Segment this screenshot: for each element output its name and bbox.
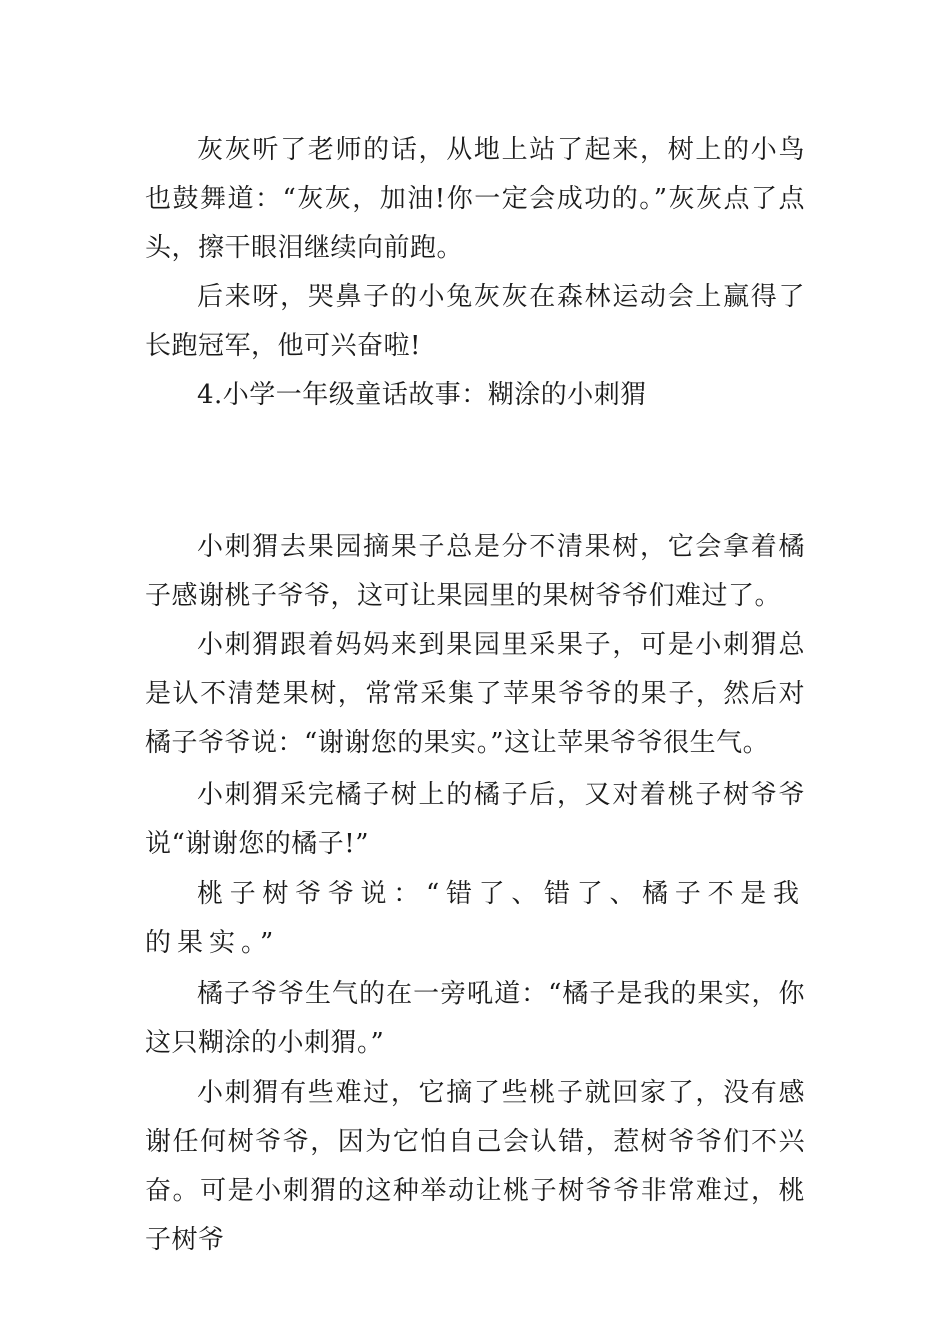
paragraph-8: 小刺猬有些难过，它摘了些桃子就回家了，没有感谢任何树爷爷，因为它怕自己会认错，惹树爷爷们不兴奋。可是小刺猬的这种举动让桃子树爷爷非常难过，桃子树爷 [145,1078,805,1255]
paragraph-6: 桃子树爷爷说：“错了、错了、橘子不是我的果实。” [145,879,805,958]
paragraph-4: 小刺猬跟着妈妈来到果园里采果子，可是小刺猬总是认不清楚果树，常常采集了苹果爷爷的果子，然后对橘子爷爷说：“谢谢您的果实。”这让苹果爷爷很生气。 [145,630,805,758]
section-heading: 4.小学一年级童话故事：糊涂的小刺猬 [197,380,647,410]
paragraph-1: 灰灰听了老师的话，从地上站了起来，树上的小鸟也鼓舞道：“灰灰，加油!你一定会成功的。”灰灰点了点头，擦干眼泪继续向前跑。 [145,135,805,263]
paragraph-3: 小刺猬去果园摘果子总是分不清果树，它会拿着橘子感谢桃子爷爷，这可让果园里的果树爷爷们难过了。 [145,532,805,611]
paragraph-5: 小刺猬采完橘子树上的橘子后，又对着桃子树爷爷说“谢谢您的橘子!” [145,780,805,859]
paragraph-7: 橘子爷爷生气的在一旁吼道：“橘子是我的果实，你这只糊涂的小刺猬。” [145,979,805,1058]
paragraph-2: 后来呀，哭鼻子的小兔灰灰在森林运动会上赢得了长跑冠军，他可兴奋啦! [145,282,805,361]
